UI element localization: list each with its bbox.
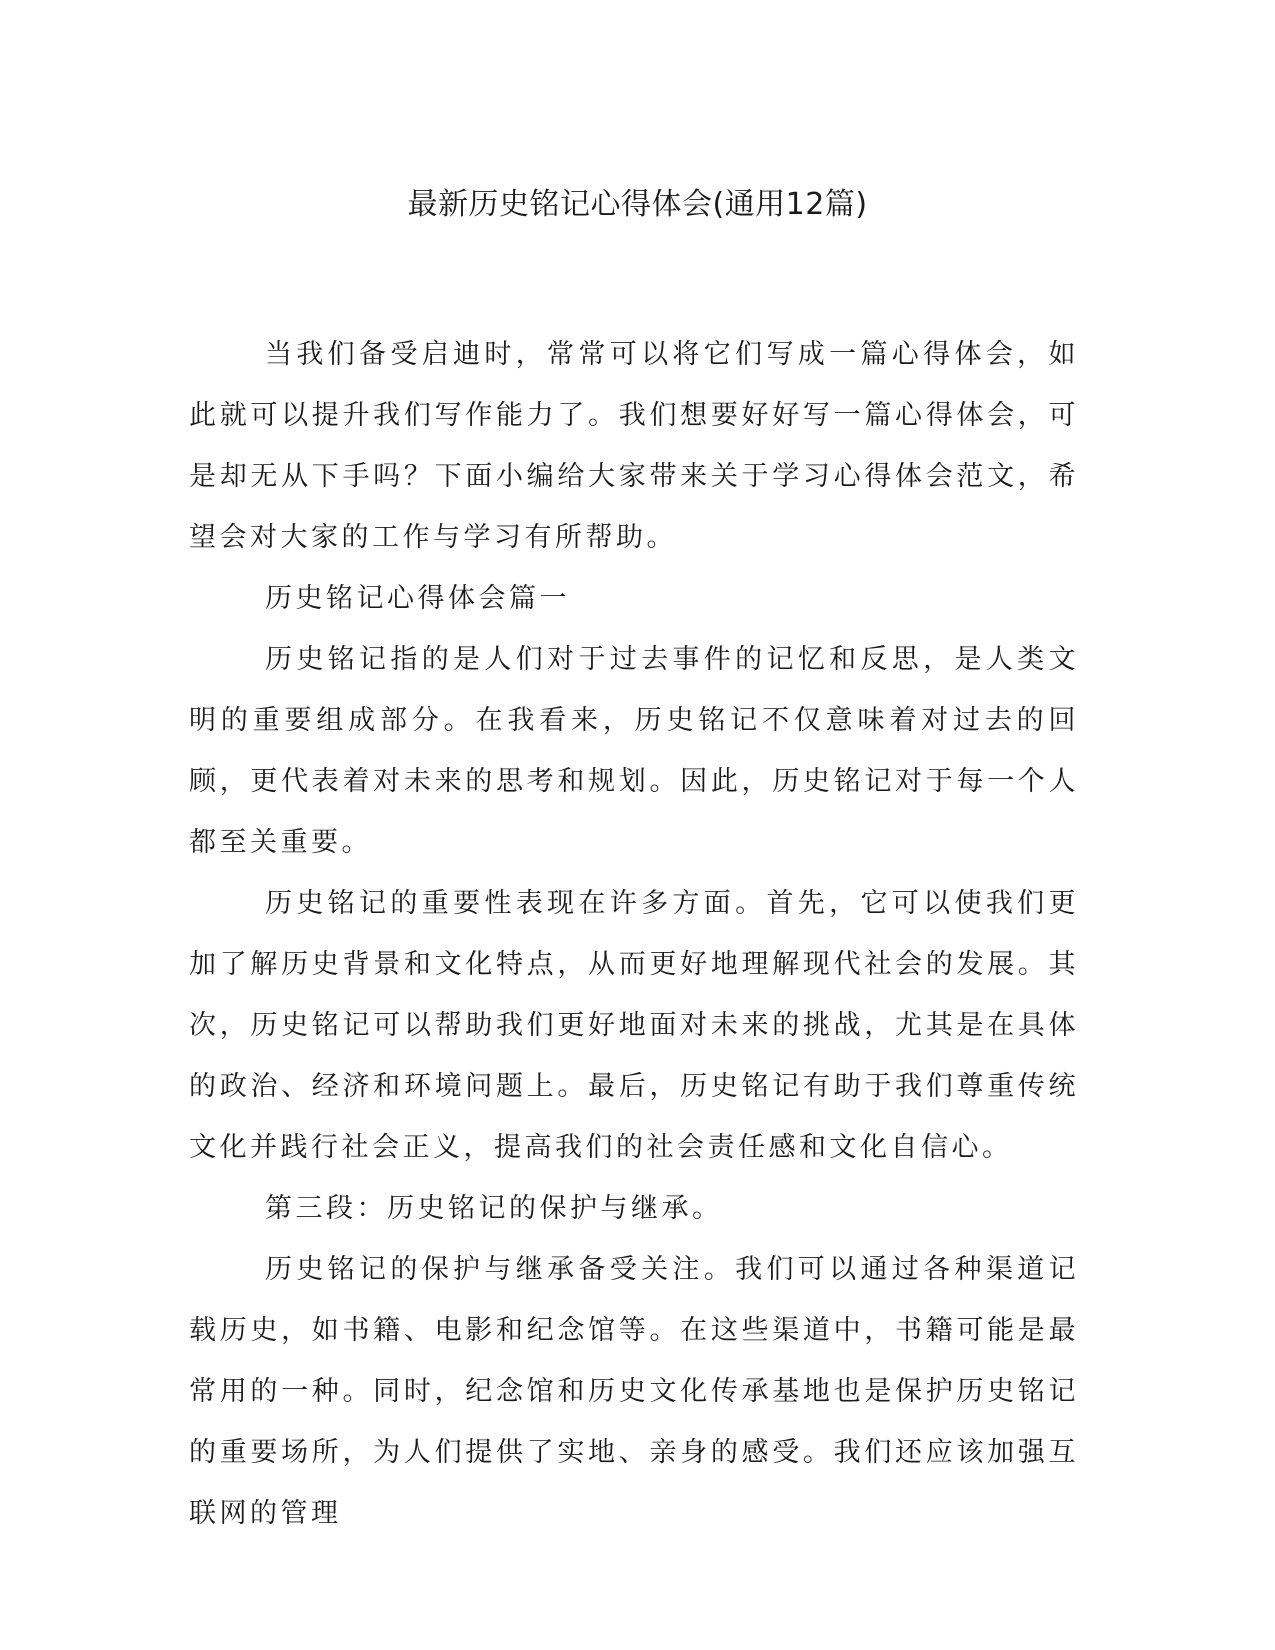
body-paragraph: 历史铭记的保护与继承备受关注。我们可以通过各种渠道记载历史，如书籍、电影和纪念馆等。在这些渠道中，书籍可能是最常用的一种。同时，纪念馆和历史文化传承基地也是保护历史铭记的重要场所，为人们提供了实地、亲身的感受。我们还应该加强互联网的管理 (189, 1254, 1079, 1529)
section-heading-third: 第三段：历史铭记的保护与继承。 (265, 1193, 723, 1224)
section-heading-part-one: 历史铭记心得体会篇一 (265, 583, 570, 614)
body-paragraph: 历史铭记的重要性表现在许多方面。首先，它可以使我们更加了解历史背景和文化特点，从而更好地理解现代社会的发展。其次，历史铭记可以帮助我们更好地面对未来的挑战，尤其是在具体的政治、经济和环境问题上。最后，历史铭记有助于我们尊重传统文化并践行社会正义，提高我们的社会责任感和文化自信心。 (189, 888, 1079, 1163)
body-paragraph: 历史铭记指的是人们对于过去事件的记忆和反思，是人类文明的重要组成部分。在我看来，历史铭记不仅意味着对过去的回顾，更代表着对未来的思考和规划。因此，历史铭记对于每一个人都至关重要。 (189, 644, 1079, 858)
document-title: 最新历史铭记心得体会(通用12篇) (407, 187, 868, 222)
document-body (189, 324, 1079, 1544)
intro-paragraph: 当我们备受启迪时，常常可以将它们写成一篇心得体会，如此就可以提升我们写作能力了。我们想要好好写一篇心得体会，可是却无从下手吗？下面小编给大家带来关于学习心得体会范文，希望会对大家的工作与学习有所帮助。 (189, 339, 1079, 553)
